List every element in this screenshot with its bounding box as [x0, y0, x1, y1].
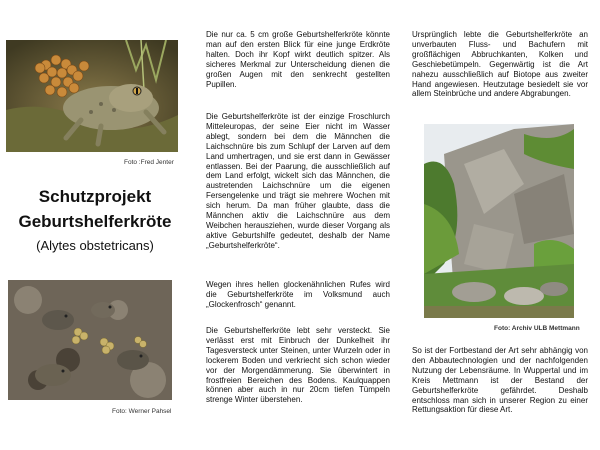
title-block: [0, 184, 190, 253]
toad-photo-graphic: [6, 40, 178, 152]
paragraph-reproduction: Die Geburtshelferkröte ist der einzige Froschlurch Mitteleuropas, der seine Eier nicht im Wasser ablegt, sondern bei dem die Männchen die Laichschnüre bis zum Schlupf der Larven auf dem Land umhertragen, und sie erst dann in Gewässer entlassen. Bei der Paarung, die ausschließlich auf dem Land erfolgt, wickelt sich das Männchen, die austretenden Laichschnüre um die eigenen Fersengelenke und trägt sie mehrere Wochen mit sich herum. Da man früher glaubte, dass die Männchen aktiv die Laichschnüre aus dem Weibchen herausziehen, wurde dieser Vorgang als aktive Geburtshilfe gedeutet, deshalb der Name „Geburtshelferkröte“.: [206, 112, 390, 250]
tadpole-photo-graphic: [8, 280, 172, 400]
paragraph-conservation: So ist der Fortbestand der Art sehr abhängig von den Abbautechnologien und der nachfolgenden Nutzung der Lebensräume. In Wuppertal und im Kreis Mettmann ist der Bestand der Geburtshelferkröte gefährdet. Deshalb entschloss man sich in unserer Region zu einer Rettungsaktion für diese Art.: [412, 346, 588, 415]
paragraph-habits: Die Geburtshelferkröte lebt sehr versteckt. Sie verlässt erst mit Einbruch der Dunkelheit ihr Tagesversteck unter Steinen, unter Wurzeln oder in lockerem Boden und verkriecht sich schon wieder vor der Morgendämmerung. Sie überwintert in frostfreien Bereichen des Bodens. Kaulquappen können aber auch in nur 20cm tiefen Tümpeln strenge Winter überstehen.: [206, 326, 390, 405]
title-line-1: Schutzprojekt: [38, 187, 152, 206]
toad-photo: [6, 40, 178, 152]
tadpole-photo: [8, 280, 172, 400]
paragraph-appearance: Die nur ca. 5 cm große Geburtshelferkröte könnte man auf den ersten Blick für eine junge Erdkröte halten. Doch ihr Kopf wirkt deutlich spitzer. Als sicheres Merkmal zur Unterscheidung dienen die großen Augen mit den senkrecht gestellten Pupillen.: [206, 30, 390, 89]
species-subtitle: (Alytes obstetricans): [36, 238, 154, 253]
tadpole-photo-credit: Foto: Werner Pahsel: [112, 408, 172, 415]
title-line-2: Geburtshelferkröte: [18, 212, 172, 231]
toad-photo-credit: Foto :Fred Jenter: [124, 159, 174, 166]
paragraph-call: Wegen ihres hellen glockenähnlichen Rufes wird die Geburtshelferkröte im Volksmund auch „Glockenfrosch“ genannt.: [206, 280, 390, 309]
quarry-photo-credit: Foto: Archiv ULB Mettmann: [494, 325, 580, 332]
quarry-photo-graphic: [424, 124, 574, 318]
quarry-photo: [424, 124, 574, 318]
paragraph-habitat: Ursprünglich lebte die Geburtshelferkröte an unverbauten Fluss- und Bachufern mit großflächigen Abbruchkanten, Kolken und Geschiebetümpeln. Gegenwärtig ist die Art nahezu ausschließlich auf Biotope aus zweiter Hand angewiesen. Heutzutage besiedelt sie vor allem Steinbrüche und andere Abgrabungen.: [412, 30, 588, 99]
